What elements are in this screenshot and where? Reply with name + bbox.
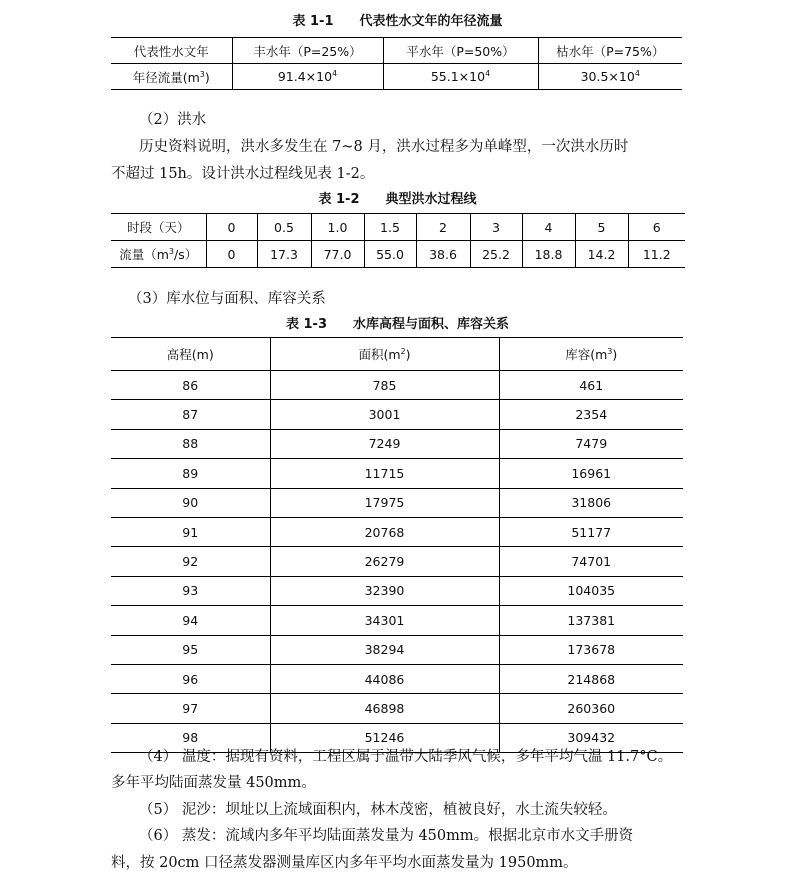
section4-line2: 多年平均陆面蒸发量 450mm。: [111, 775, 316, 791]
table-cell: [538, 64, 682, 90]
table-row: [111, 400, 683, 429]
table-cell: 785: [270, 371, 499, 400]
table-cell: 25.2: [470, 241, 522, 268]
table-cell: 2354: [499, 400, 683, 429]
table-cell: 4: [522, 214, 575, 241]
section5-line1: （5） 泥沙：坝址以上流域面积内，林木茂密，植被良好，水土流失较轻。: [139, 802, 617, 818]
table-row: [111, 214, 685, 241]
table-cell: 6: [628, 214, 685, 241]
table-row: [111, 664, 683, 693]
section4-line1: （4） 温度：据现有资料，工程区属于温带大陆季风气候，多年平均气温 11.7°C。: [139, 749, 673, 765]
table-cell: 20768: [270, 517, 499, 546]
header-cell: 代表性水文年: [111, 38, 232, 64]
header-cell: 枯水年（P=75%）: [538, 38, 682, 64]
header-cell: 丰水年（P=25%）: [232, 38, 383, 64]
superscript: 3: [199, 69, 205, 79]
table-cell: 3: [470, 214, 522, 241]
table-row: [111, 694, 683, 723]
table-cell: 38.6: [416, 241, 470, 268]
value-mantissa: 55.1×10: [430, 69, 486, 84]
section3-heading: （3）库水位与面积、库容关系: [128, 291, 326, 307]
value-mantissa: 30.5×10: [580, 69, 635, 84]
table-cell: 93: [111, 576, 270, 605]
section2-heading: （2）洪水: [139, 112, 207, 128]
table-cell: 1.5: [364, 214, 416, 241]
table-cell: 51246: [270, 723, 499, 752]
table-cell: 16961: [499, 459, 683, 488]
header-text: 面积(m: [358, 347, 401, 362]
table-cell: 98: [182, 730, 199, 746]
value-exponent: 4: [332, 69, 338, 78]
table3-caption-title: 水库高程与面积、库容关系: [353, 317, 510, 332]
table1-annual-runoff: [111, 37, 682, 90]
table-row: [111, 635, 683, 664]
header-cell: [270, 338, 499, 371]
table2-caption: [0, 192, 795, 208]
table-cell: 88: [111, 429, 270, 458]
table-cell: 104035: [499, 576, 683, 605]
table-cell: 55.0: [364, 241, 416, 268]
table-row: [111, 576, 683, 605]
table-cell: 137381: [499, 606, 683, 635]
section6-line1: （6） 蒸发：流域内多年平均陆面蒸发量为 450mm。根据北京市水文手册资: [139, 828, 634, 844]
header-cell: 平水年（P=50%）: [383, 38, 538, 64]
table-row: [111, 429, 683, 458]
table3-elevation-area-storage: [111, 337, 683, 753]
superscript: 2: [400, 347, 406, 356]
table-cell: 51177: [499, 517, 683, 546]
table-row: [111, 459, 683, 488]
table-cell: 2: [416, 214, 470, 241]
table3-caption: [0, 317, 795, 333]
table-cell: 32390: [270, 576, 499, 605]
superscript: 3: [168, 247, 175, 256]
table-cell: 0: [206, 214, 257, 241]
table-cell: 96: [111, 664, 270, 693]
table-cell: [232, 64, 383, 90]
label-text: ): [204, 69, 210, 85]
table-row: [111, 488, 683, 517]
superscript: 3: [607, 347, 613, 356]
label-text: 流量（m: [119, 247, 169, 262]
table-cell: 94: [111, 606, 270, 635]
table-cell: 34301: [270, 606, 499, 635]
table-cell: 38294: [270, 635, 499, 664]
table-cell: 5: [575, 214, 628, 241]
table-cell: 92: [111, 547, 270, 576]
table-cell: 1.0: [311, 214, 364, 241]
table-row: [111, 371, 683, 400]
table-row: [111, 241, 685, 268]
header-text: ): [405, 347, 411, 362]
row-label: [111, 241, 206, 268]
table-cell: 95: [111, 635, 270, 664]
label-text: 年径流量(m: [132, 69, 200, 85]
row-label: 时段（天）: [111, 214, 206, 241]
table-cell: 173678: [499, 635, 683, 664]
table-cell: 87: [111, 400, 270, 429]
table-cell: 77.0: [311, 241, 364, 268]
table-cell: 44086: [270, 664, 499, 693]
table-cell: 0.5: [257, 214, 311, 241]
table3-caption-number: 表 1-3: [285, 317, 327, 332]
table-cell: 46898: [270, 694, 499, 723]
value-exponent: 4: [485, 69, 491, 78]
table-cell: 18.8: [522, 241, 575, 268]
paragraph-line: 历史资料说明，洪水多发生在 7~8 月，洪水过程多为单峰型，一次洪水历时: [139, 139, 629, 155]
row-label: [111, 64, 232, 90]
table-header-row: [111, 338, 683, 371]
table-cell: 26279: [270, 547, 499, 576]
table-cell: [383, 64, 538, 90]
table-cell: 17975: [270, 488, 499, 517]
table2-caption-title: 典型洪水过程线: [385, 192, 477, 207]
paragraph-line: 不超过 15h。设计洪水过程线见表 1-2。: [111, 166, 375, 182]
table-cell: 3001: [270, 400, 499, 429]
table-row: [111, 517, 683, 546]
table-cell: 86: [111, 371, 270, 400]
table-row: [111, 606, 683, 635]
table-row: [111, 38, 682, 64]
value-mantissa: 91.4×10: [277, 69, 333, 84]
section6-line2: 料，按 20cm 口径蒸发器测量库区内多年平均水面蒸发量为 1950mm。: [111, 855, 578, 871]
header-cell: 高程(m): [111, 338, 270, 371]
table-cell: 7479: [499, 429, 683, 458]
header-text: ): [612, 347, 618, 362]
table1-caption-number: 表 1-1: [292, 14, 334, 29]
table-cell: 309432: [499, 723, 683, 752]
label-text: /s）: [174, 247, 198, 262]
table-cell: 11.2: [628, 241, 685, 268]
value-exponent: 4: [634, 69, 640, 78]
table-cell: 7249: [270, 429, 499, 458]
table2-caption-number: 表 1-2: [318, 192, 360, 207]
table-cell: 97: [111, 694, 270, 723]
table-cell: 14.2: [575, 241, 628, 268]
table-row: [111, 64, 682, 90]
table1-caption-title: 代表性水文年的年径流量: [359, 14, 503, 29]
table-cell: 461: [499, 371, 683, 400]
header-cell: [499, 338, 683, 371]
table-cell: 31806: [499, 488, 683, 517]
table-cell: 214868: [499, 664, 683, 693]
table-cell: 91: [111, 517, 270, 546]
table-cell: 17.3: [257, 241, 311, 268]
table-cell: 74701: [499, 547, 683, 576]
table-cell: 90: [111, 488, 270, 517]
table-row: [111, 547, 683, 576]
table-cell: 11715: [270, 459, 499, 488]
table-cell: 260360: [499, 694, 683, 723]
table2-flood-hydrograph: [111, 213, 685, 268]
header-text: 库容(m: [565, 347, 608, 362]
table-cell: 0: [206, 241, 257, 268]
table1-caption: [0, 14, 795, 30]
table-cell: 89: [111, 459, 270, 488]
